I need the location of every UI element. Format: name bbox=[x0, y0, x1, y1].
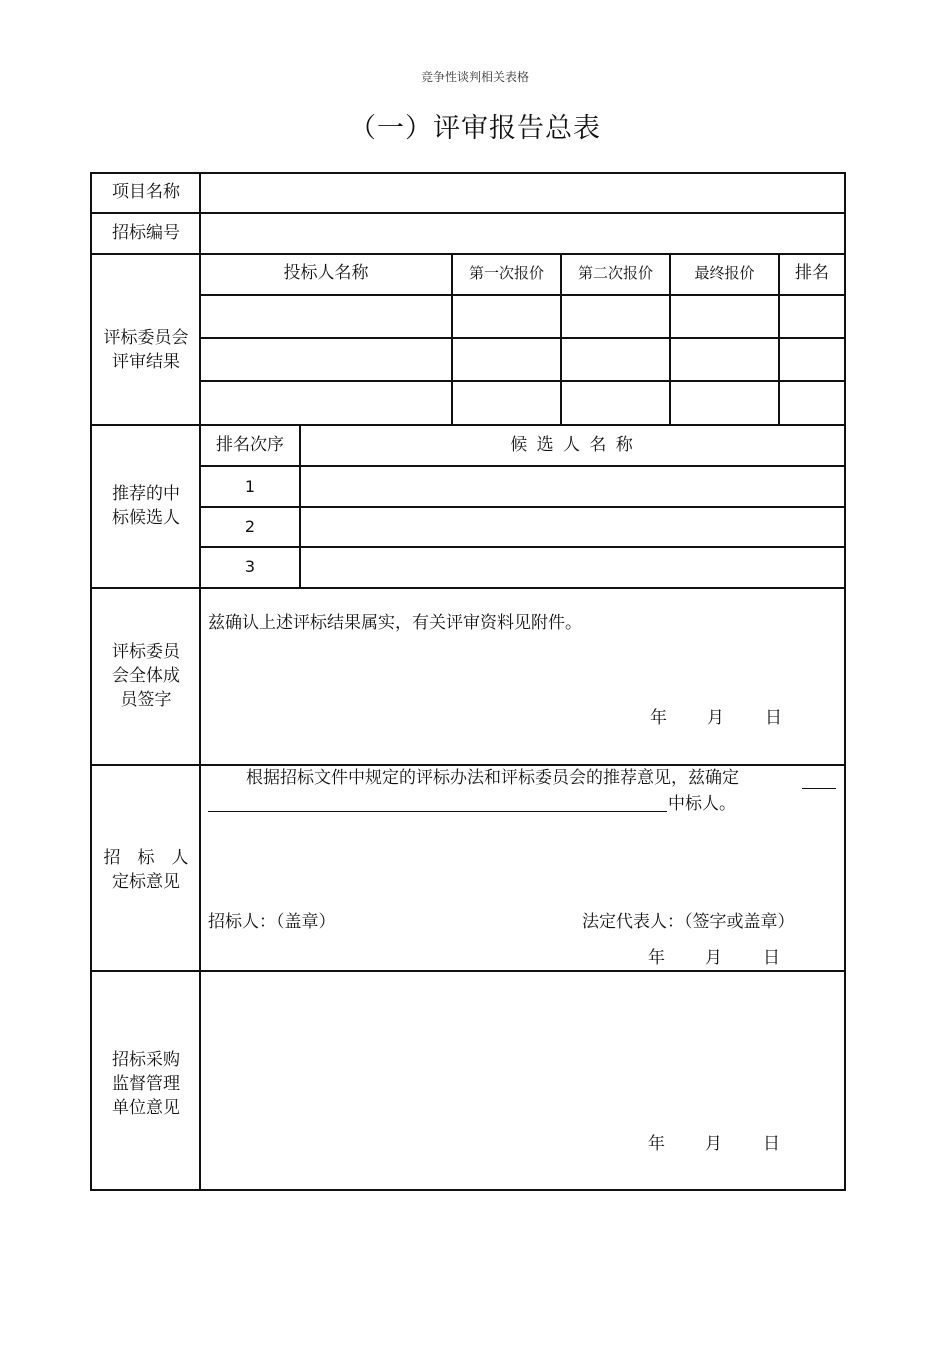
rank-number: 2 bbox=[244, 517, 256, 536]
rank-order-header: 排名次序 bbox=[216, 435, 284, 455]
date-year: 年 bbox=[648, 1134, 665, 1154]
row-divider bbox=[90, 970, 846, 972]
winning-bidder-fill-line bbox=[208, 811, 667, 812]
tenderer-seal: 招标人：（盖章） bbox=[208, 912, 336, 932]
document-title: （一）评审报告总表 bbox=[349, 113, 601, 144]
committee-result-label: 评标委员会 评审结果 bbox=[103, 328, 189, 372]
confirmation-statement: 兹确认上述评标结果属实，有关评审资料见附件。 bbox=[208, 613, 582, 633]
report-table bbox=[90, 172, 846, 1191]
row-divider bbox=[90, 253, 846, 255]
date-year: 年 bbox=[648, 948, 665, 968]
date-day: 日 bbox=[763, 948, 780, 968]
header-note: 竞争性谈判相关表格 bbox=[420, 70, 529, 84]
row-divider bbox=[90, 587, 846, 589]
recommended-candidates-label: 推荐的中 标候选人 bbox=[112, 484, 180, 528]
candidate-row-line bbox=[200, 465, 846, 467]
bid-row-line bbox=[200, 380, 846, 382]
ranking-header: 排名 bbox=[795, 263, 829, 283]
bidder-name-header: 投标人名称 bbox=[283, 263, 369, 283]
bid-row-line bbox=[200, 294, 846, 296]
date-month: 月 bbox=[705, 948, 722, 968]
committee-sign-label: 评标委员 会全体成 员签字 bbox=[112, 642, 180, 710]
bid-row-line bbox=[200, 337, 846, 339]
candidate-row-line bbox=[200, 546, 846, 548]
tender-no-label: 招标编号 bbox=[112, 223, 180, 243]
candidate-row-line bbox=[200, 506, 846, 508]
date-month: 月 bbox=[705, 1134, 722, 1154]
date-year: 年 bbox=[650, 708, 667, 728]
date-day: 日 bbox=[763, 1134, 780, 1154]
winning-bidder-suffix: 中标人。 bbox=[668, 794, 736, 814]
fill-in-line bbox=[802, 788, 836, 789]
row-divider bbox=[90, 212, 846, 214]
supervision-opinion-label: 招标采购 监督管理 单位意见 bbox=[112, 1050, 180, 1118]
date-day: 日 bbox=[765, 708, 782, 728]
final-quote-header: 最终报价 bbox=[694, 264, 755, 282]
date-month: 月 bbox=[707, 708, 724, 728]
decision-statement: 根据招标文件中规定的评标办法和评标委员会的推荐意见，兹确定 bbox=[246, 768, 739, 788]
first-quote-header: 第一次报价 bbox=[468, 264, 544, 282]
row-divider bbox=[90, 424, 846, 426]
project-name-label: 项目名称 bbox=[112, 182, 180, 202]
second-quote-header: 第二次报价 bbox=[577, 264, 653, 282]
tenderer-decision-label: 招 标 人 定标意见 bbox=[103, 848, 189, 892]
candidate-name-header: 候 选 人 名 称 bbox=[510, 435, 635, 455]
rank-number: 1 bbox=[244, 477, 256, 496]
legal-representative-sign: 法定代表人：（签字或盖章） bbox=[582, 912, 795, 932]
rank-number: 3 bbox=[244, 557, 256, 576]
